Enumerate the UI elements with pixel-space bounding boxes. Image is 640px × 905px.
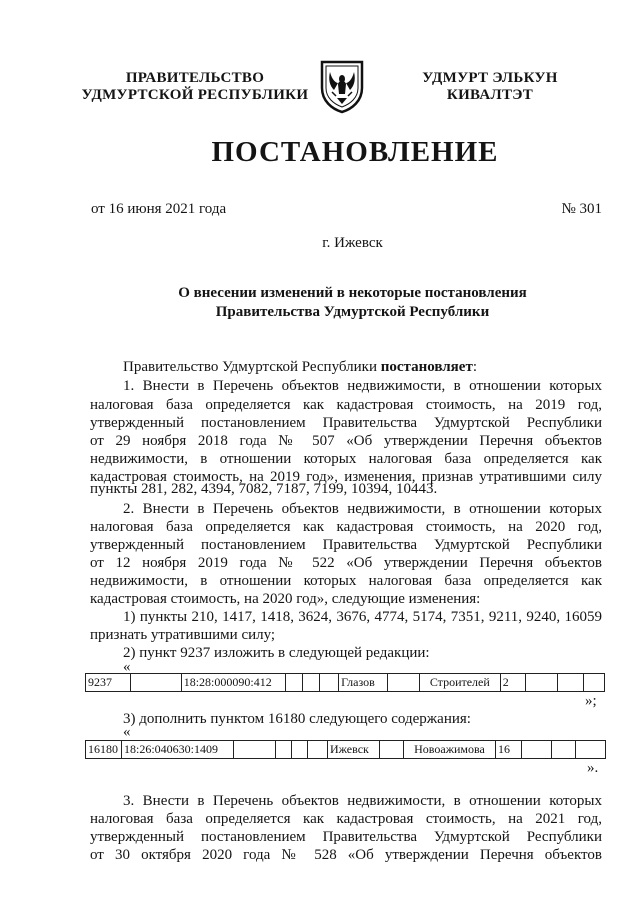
document-number: № 301 [561,201,602,217]
table-row-16180 [85,740,606,759]
subject-line-2: Правительства Удмуртской Республики [215,304,490,320]
paragraph-3-line: от 30 октября 2020 года № 528 «Об утверждении Перечня объектов [90,847,602,863]
paragraph-3-line: утвержденный постановлением Правительства Удмуртской Республики [90,829,602,845]
paragraph-2-line: 2) пункт 9237 изложить в следующей редакции: [123,645,430,661]
intro-verb: постановляет [380,359,473,375]
table-cell [276,741,292,759]
close-quote-1: »; [585,693,597,709]
paragraph-1-line: недвижимости, в отношении которых налоговая база определяется как [90,451,602,467]
table-cell [302,674,319,692]
paragraph-2-line: утвержденный постановлением Правительства Удмуртской Республики [90,537,602,553]
paragraph-1-line: пункты 281, 282, 4394, 7082, 7187, 7199, 10394, 10443. [90,481,438,497]
paragraph-1-line: утвержденный постановлением Правительства Удмуртской Республики [90,415,602,431]
table-cell [388,674,420,692]
paragraph-2-line: 1) пункты 210, 1417, 1418, 3624, 3676, 4774, 5174, 7351, 9211, 9240, 16059 [123,609,602,625]
table-cell [234,741,276,759]
header-left-line1: ПРАВИТЕЛЬСТВО [125,70,265,86]
table-cell [583,674,604,692]
table-cell [285,674,302,692]
table-cell: Глазов [339,674,388,692]
table-cell [292,741,308,759]
paragraph-2-line: признать утратившими силу; [90,627,276,643]
document-date: от 16 июня 2021 года [91,201,227,217]
paragraph-2-line: от 12 ноября 2019 года № 522 «Об утверждении Перечня объектов [90,555,602,571]
paragraph-2-line: недвижимости, в отношении которых налоговая база определяется как [90,573,602,589]
header-left-line2: УДМУРТСКОЙ РЕСПУБЛИКИ [81,87,309,103]
table-cell [552,741,576,759]
open-quote-2: « [123,724,131,740]
table-cell [130,674,181,692]
table-cell: Строителей [419,674,500,692]
close-quote-2: ». [587,760,599,776]
open-quote: « [123,659,131,675]
paragraph-1-line: налоговая база определяется как кадастровая стоимость, на 2019 год, [90,397,602,413]
table-row-9237 [85,673,605,692]
intro-prefix: Правительство Удмуртской Республики [123,359,381,375]
paragraph-2-line: налоговая база определяется как кадастровая стоимость, на 2020 год, [90,519,602,535]
paragraph-3-line: налоговая база определяется как кадастровая стоимость, на 2021 год, [90,811,602,827]
header-right [380,70,600,104]
table-cell [380,741,404,759]
table-cell [522,741,552,759]
table-cell [558,674,584,692]
paragraph-1-line: 1. Внести в Перечень объектов недвижимости, в отношении которых [123,378,602,394]
paragraph-1-line: от 29 ноября 2018 года № 507 «Об утверждении Перечня объектов [90,433,602,449]
table-cell: 18:28:000090:412 [181,674,285,692]
table-cell [576,741,606,759]
table-cell [308,741,328,759]
table-cell [526,674,558,692]
document-subject [0,284,640,322]
header-left [70,70,320,104]
table-cell: Ижевск [328,741,380,759]
document-title: ПОСТАНОВЛЕНИЕ [211,136,499,168]
paragraph-3-line: 3. Внести в Перечень объектов недвижимости, в отношении которых [123,793,602,809]
table-cell: Новоажимова [404,741,496,759]
table-cell [319,674,338,692]
paragraph-2-line: кадастровая стоимость, на 2020 год», следующие изменения: [90,591,481,607]
coat-of-arms-emblem [318,58,366,114]
paragraph-1-line: кадастровая стоимость, на 2019 год», изменения, признав утратившими силу [90,469,602,485]
subject-line-1: О внесении изменений в некоторые постановления [178,285,527,301]
table-cell: 9237 [86,674,131,692]
item-3-line: 3) дополнить пунктом 16180 следующего содержания: [123,711,471,727]
table-cell: 2 [500,674,526,692]
table-cell: 16 [496,741,522,759]
table-cell: 18:26:040630:1409 [122,741,234,759]
header-right-line2: КИВАЛТЭТ [446,87,534,103]
table-cell: 16180 [86,741,122,759]
intro-suffix: : [472,359,477,375]
header-right-line1: УДМУРТ ЭЛЬКУН [422,70,558,86]
document-place: г. Ижевск [322,235,383,251]
intro-paragraph [123,358,602,377]
paragraph-2-line: 2. Внести в Перечень объектов недвижимости, в отношении которых [123,501,602,517]
